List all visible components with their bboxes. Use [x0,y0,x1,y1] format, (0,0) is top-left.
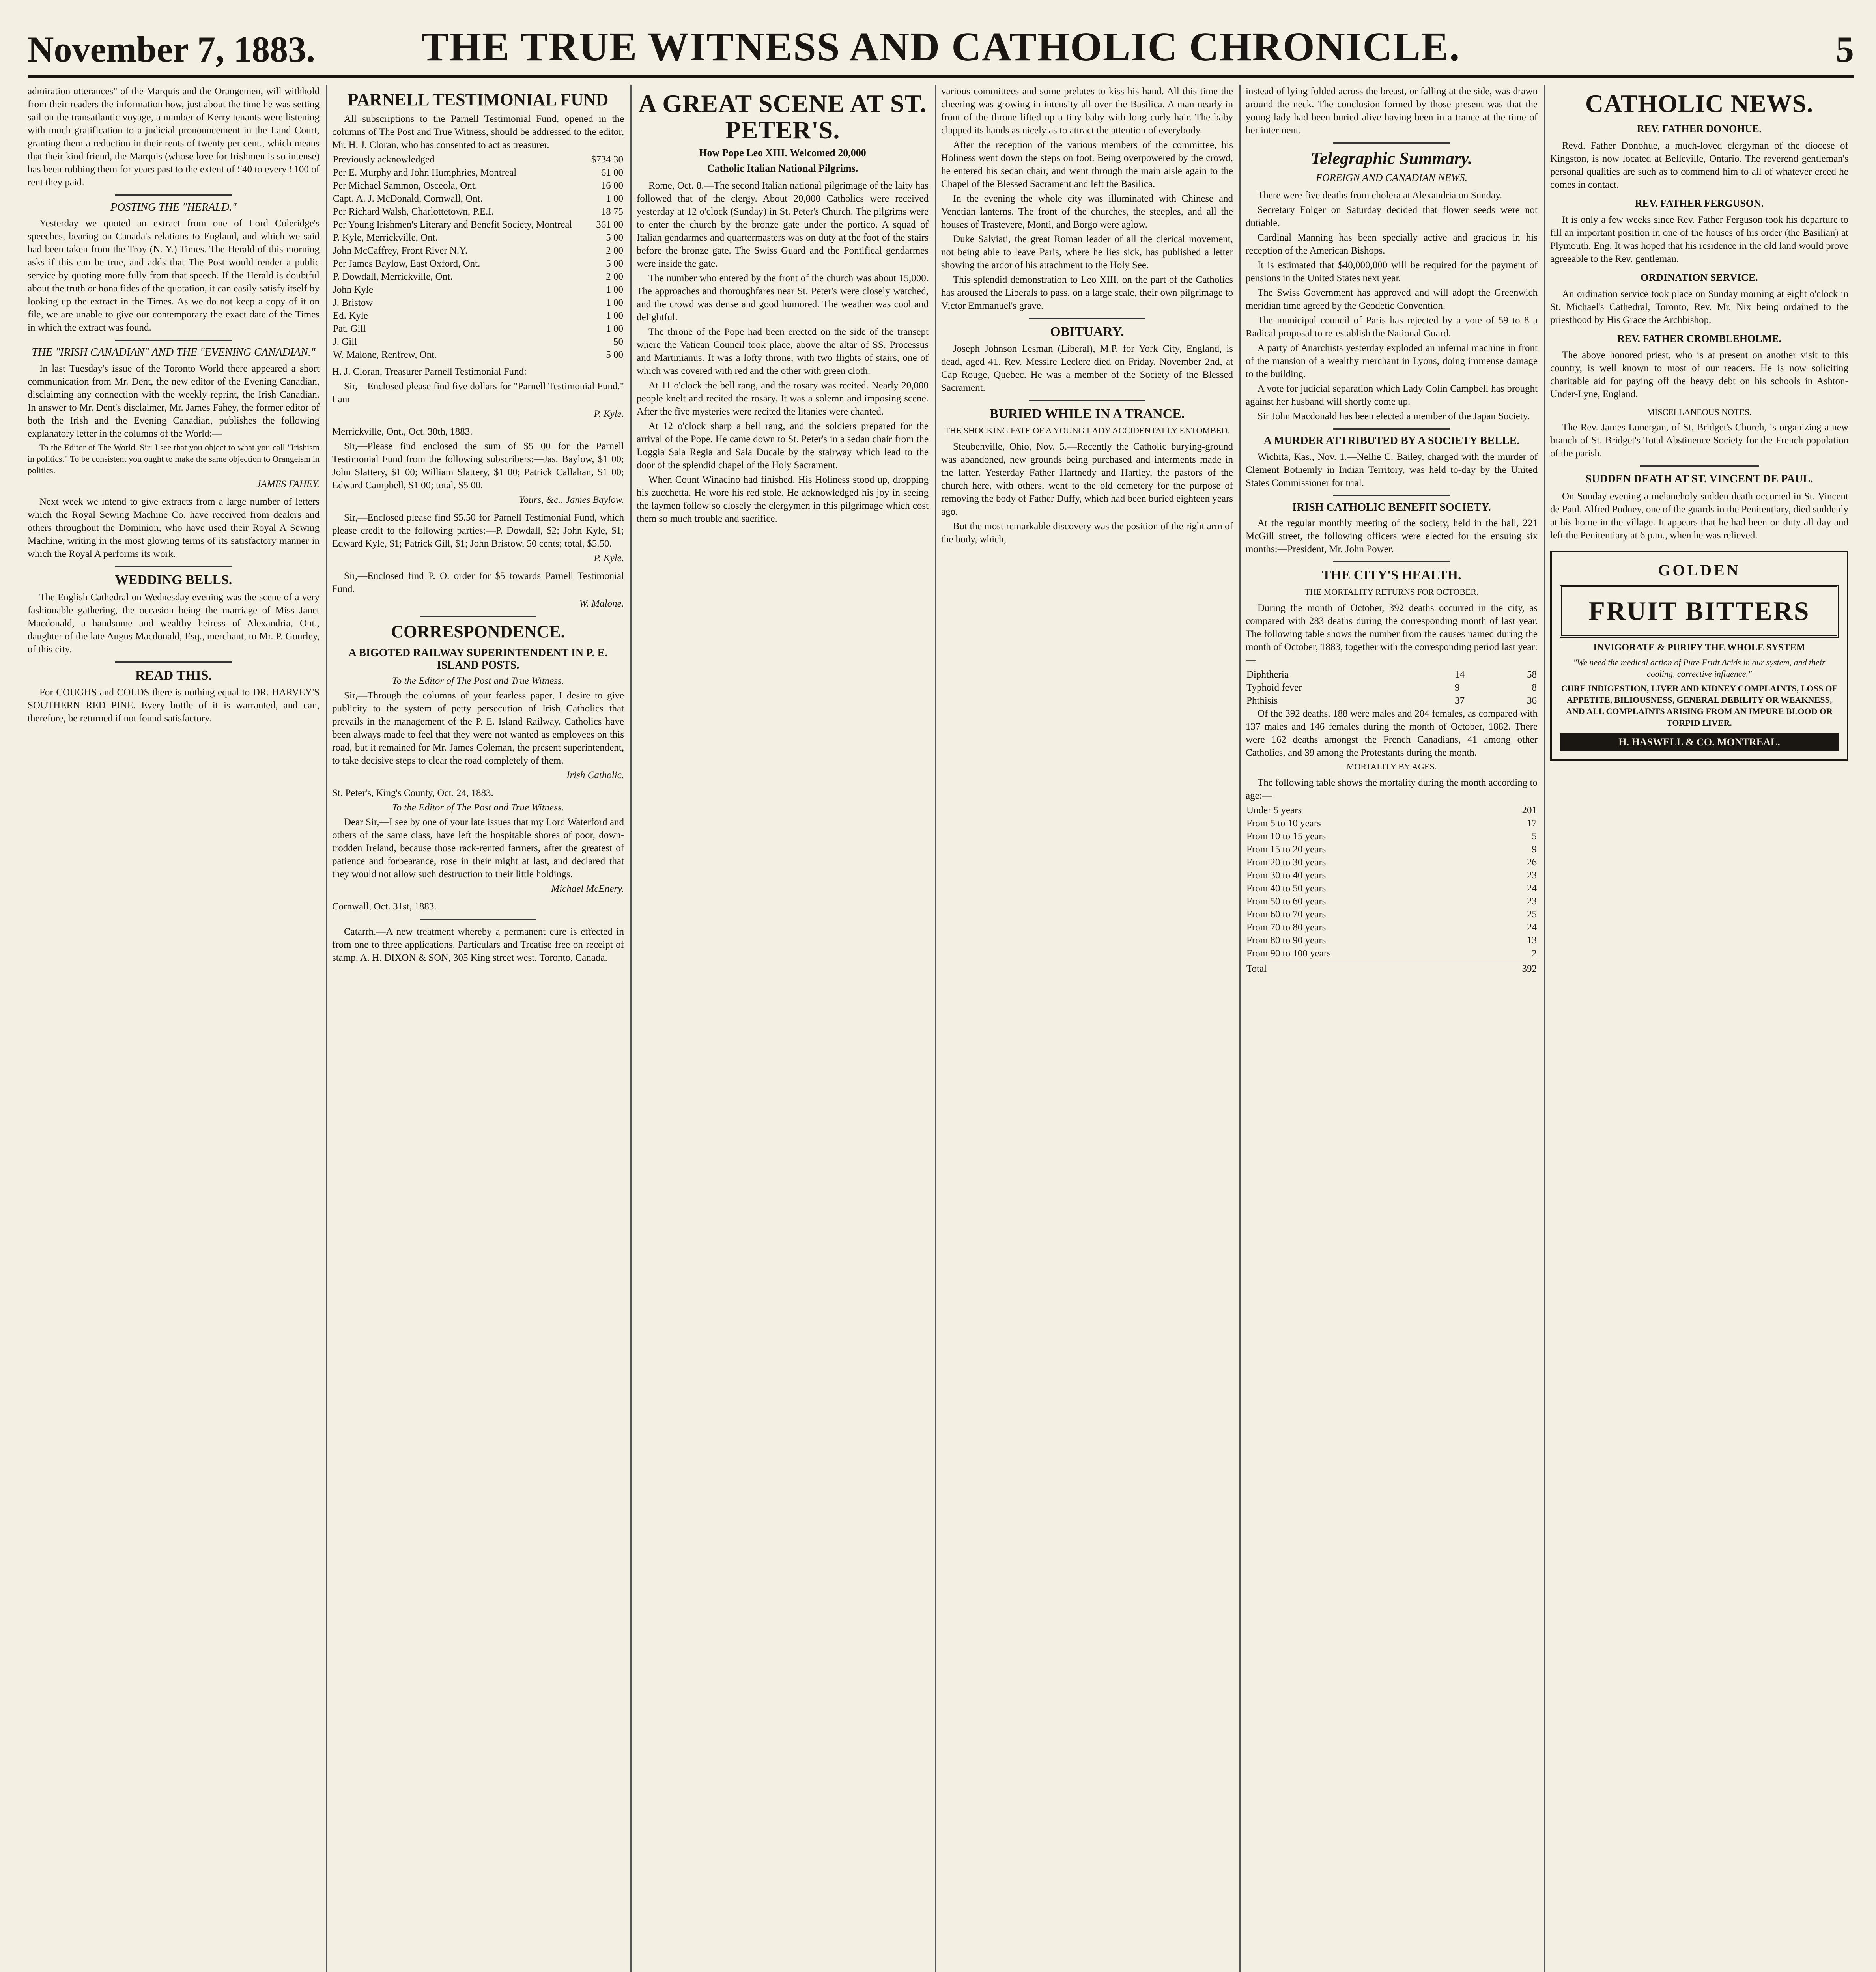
telegraphic-item: It is estimated that $40,000,000 will be required for the payment of pensions in the United States next year. [1246,260,1538,284]
column-rule [935,85,936,1972]
headline-wedding-bells: WEDDING BELLS. [115,573,232,588]
age-row-n: 13 [1527,935,1537,946]
issue-date: November 7, 1883. [28,29,316,69]
divider [1333,561,1450,562]
age-row-n: 23 [1527,870,1537,881]
age-row-range: From 80 to 90 years [1246,935,1326,946]
cause-row-y1883: 36 [1527,695,1537,706]
headline-sudden-death: SUDDEN DEATH AT ST. VINCENT DE PAUL. [1585,473,1813,486]
age-row [1246,934,1538,947]
age-row-n: 2 [1532,948,1537,959]
cause-row-cause: Diphtheria [1246,669,1289,680]
article-st-peters-cont-2: After the reception of the various members of the committee, his Holiness went down the steps on foot. Being overpowered by the crowd, he entered his sedan chair, and went through the main aisle again to the Chapel of the Blessed Sacrament and left the Basilica. [941,140,1233,189]
subscription-row-name: P. Kyle, Merrickville, Ont. [333,232,438,243]
age-row-n: 9 [1532,844,1537,855]
headline-father-ferguson: REV. FATHER FERGUSON. [1635,197,1764,209]
treasurer-line: H. J. Cloran, Treasurer Parnell Testimonial Fund: [332,366,527,377]
subscription-row [332,192,624,205]
divider [1333,495,1450,496]
subscription-row-name: Per Michael Sammon, Osceola, Ont. [333,180,477,191]
telegraphic-items [1246,189,1538,423]
headline-correspondence: CORRESPONDENCE. [391,622,565,642]
telegraphic-item: Cardinal Manning has been specially active and gracious in his reception of the American Bishops. [1246,232,1538,256]
mortality-ages-table [1246,804,1538,960]
article-st-peters-2: The number who entered by the front of the church was about 15,000. The approaches and thoroughfares near St. Peter's were closely watched, and the crowd was dense and good humored. The weather was cool and delightful. [637,273,929,323]
waterford-date: Cornwall, Oct. 31st, 1883. [332,901,437,912]
subscription-row-amt: 1 00 [606,323,623,334]
column-rule [326,85,327,1972]
age-row-n: 201 [1522,805,1537,816]
cause-row-cause: Typhoid fever [1246,682,1302,693]
subscription-row-name: Per E. Murphy and John Humphries, Montreal [333,167,517,178]
age-row-range: From 40 to 50 years [1246,883,1326,894]
newspaper-title: THE TRUE WITNESS AND CATHOLIC CHRONICLE. [421,24,1461,69]
age-row [1246,921,1538,934]
subhead-mortality-returns: THE MORTALITY RETURNS FOR OCTOBER. [1304,586,1479,597]
age-row-n: 25 [1527,909,1537,920]
article-citys-health: During the month of October, 392 deaths occurred in the city, as compared with 283 deaths during the corresponding month of last year. The following table shows the number from the causes named during the month of October, 1883, together with the corresponding period last year:— [1246,602,1538,665]
subscription-row-name: J. Gill [333,336,357,347]
age-row-range: From 60 to 70 years [1246,909,1326,920]
subscription-row-amt: 5 00 [606,232,623,243]
subscription-row-name: Per James Baylow, East Oxford, Ont. [333,258,480,269]
article-obituary: Joseph Johnson Lesman (Liberal), M.P. for York City, England, is dead, aged 41. Rev. Messire Leclerc died on Friday, November 2nd, at Cap Rouge, Quebec. He was a member of the Society of the Blessed Sacrament. [941,344,1233,394]
age-row-range: From 90 to 100 years [1246,948,1331,959]
article-ordination: An ordination service took place on Sunday morning at eight o'clock in St. Michael's Cathedral, Toronto, Rev. Mr. Nix being ordained to the priesthood by His Grace the Archbishop. [1550,289,1848,326]
telegraphic-item: The municipal council of Paris has rejected by a vote of 59 to 8 a Radical proposal to re-establish the National Guard. [1246,315,1538,339]
age-row [1246,830,1538,843]
divider [1029,400,1145,401]
age-row [1246,947,1538,960]
age-row-range: From 10 to 15 years [1246,831,1326,842]
ad-cure-list: CURE INDIGESTION, LIVER AND KIDNEY COMPLAINTS, LOSS OF APPETITE, BILIOUSNESS, GENERAL DEBILITY OR WEAKNESS, AND ALL COMPLAINTS ARISING FROM AN IMPURE BLOOD OR TORPID LIVER. [1561,683,1838,728]
subscription-row-name: Per Richard Walsh, Charlottetown, P.E.I. [333,206,494,217]
subscription-row-amt: 16 00 [601,180,623,191]
headline-citys-health: THE CITY'S HEALTH. [1322,568,1461,583]
subscription-row-amt: 5 00 [606,258,623,269]
parnell-intro: All subscriptions to the Parnell Testimonial Fund, opened in the columns of The Post and True Witness, should be addressed to the editor, Mr. H. J. Cloran, who has consented to act as treasurer. [332,114,624,151]
article-buried-trance: Steubenville, Ohio, Nov. 5.—Recently the Catholic burying-ground was abandoned, new grounds being purchased and interments made in the latter. Yesterday Father Hartnedy and Hartley, the pastors of the church here, with others, went to the old cemetery for the purpose of removing the body of Father Duffy, which had been buried eighteen years ago. [941,441,1233,517]
headline-telegraphic-summary: Telegraphic Summary. [1311,149,1472,168]
age-row-n: 24 [1527,922,1537,933]
letter-malone: Sir,—Enclosed find P. O. order for $5 towards Parnell Testimonial Fund. [332,571,624,595]
headline-obituary: OBITUARY. [1050,325,1124,339]
subscription-row-name: Ed. Kyle [333,310,368,321]
article-st-peters-cont-4: Duke Salviati, the great Roman leader of all the clerical movement, not being able to leave Paris, where he lies sick, has published a letter showing the ardor of his attachment to the Holy See. [941,234,1233,271]
mortality-total [1246,962,1538,975]
cause-row-y1883: 8 [1532,682,1537,693]
headline-posting-herald: POSTING THE "HERALD." [110,201,237,213]
telegraphic-item: The Swiss Government has approved and will adopt the Greenwich meridian time agreed by the Geodetic Convention. [1246,287,1538,311]
telegraphic-item: Sir John Macdonald has been elected a member of the Japan Society. [1258,411,1530,422]
age-row [1246,843,1538,856]
subscription-row-amt: 2 00 [606,271,623,282]
letter-waterford: Dear Sir,—I see by one of your late issues that my Lord Waterford and others of the same class, have left the hospitable shores of poor, down-trodden Ireland, because those rack-rented farmers, after the greatest of patience and forbearance, rose in their might at last, and declared that they would not allow such destruction to their little holdings. [332,817,624,880]
letter-dowdall-signature: P. Kyle. [594,553,624,564]
subscription-row [332,335,624,348]
age-row-n: 23 [1527,896,1537,907]
cause-row [1246,694,1538,707]
subscription-row-amt: $734 30 [591,154,623,165]
column-6 [1550,85,1848,1972]
subscription-row [332,205,624,218]
article-st-peters-cont-3: In the evening the whole city was illuminated with Chinese and Venetian lanterns. The front of the churches, the steeples, and all the houses of Trastevere, Monti, and Borgo were aglow. [941,193,1233,230]
ad-tagline: INVIGORATE & PURIFY THE WHOLE SYSTEM [1593,642,1805,653]
headline-great-scene: A GREAT SCENE AT ST. PETER'S. [638,90,927,144]
waterford-addressee: To the Editor of The Post and True Witness. [392,802,564,813]
subscription-row [332,283,624,296]
subhead-pope-leo-1: How Pope Leo XIII. Welcomed 20,000 [699,147,866,159]
divider [1333,428,1450,430]
subscription-row-amt: 1 00 [606,284,623,295]
subscription-row-amt: 50 [613,336,623,347]
subscription-row [332,218,624,231]
cause-row-y1882: 9 [1455,682,1460,693]
column-3 [637,85,929,1972]
column-2 [332,85,624,1972]
article-misc-notes: The Rev. James Lonergan, of St. Bridget's Church, is organizing a new branch of St. Bridget's Total Abstinence Society for the French population of the parish. [1550,422,1848,459]
subscription-row-amt: 61 00 [601,167,623,178]
age-row-n: 5 [1532,831,1537,842]
age-row [1246,882,1538,895]
ad-golden-fruit-bitters [1550,551,1848,761]
causes-table [1246,668,1538,707]
article-st-peters-5: At 12 o'clock sharp a bell rang, and the soldiers prepared for the arrival of the Pope. He came down to St. Peter's in a sedan chair from the Loggia Sala Regia and Sala Ducale by the stairway which lead to the door of the splendid chapel of the Holy Sacrament. [637,421,929,471]
subscription-row-name: Per Young Irishmen's Literary and Benefit Society, Montreal [333,219,572,230]
divider [420,919,536,920]
article-sudden-death: On Sunday evening a melancholy sudden death occurred in St. Vincent de Paul. Alfred Pudney, one of the guards in the Penitentiary, died suddenly at his home in the village. It appears that he had been on duty all day and left the Penitentiary at 6 p.m., when he was relieved. [1550,491,1848,541]
divider [115,661,232,663]
age-row-range: From 5 to 10 years [1246,818,1321,829]
mortality-ages-intro: The following table shows the mortality during the month according to age:— [1246,777,1538,801]
letter-baylow: Sir,—Please find enclosed the sum of $5 00 for the Parnell Testimonial Fund from the following subscribers:—Jas. Baylow, $1 00; John Slattery, $1 00; William Slattery, $1 00; Patrick Callahan, $1 00; Edward Campbell, $1 00; total, $5 00. [332,441,624,491]
column-1 [28,85,320,1972]
subscription-row [332,270,624,283]
ad-brand: FRUIT BITTERS [1560,585,1839,638]
divider [115,194,232,196]
ad-top-word: GOLDEN [1658,561,1741,579]
headline-father-donohue: REV. FATHER DONOHUE. [1637,123,1762,135]
ad-maker: H. HASWELL & CO. MONTREAL. [1560,733,1839,751]
subscription-row [332,231,624,244]
divider [1640,465,1759,467]
headline-society-belle: A MURDER ATTRIBUTED BY A SOCIETY BELLE. [1263,434,1520,447]
cause-row-y1883: 58 [1527,669,1537,680]
page-number: 5 [1836,29,1854,69]
article-st-peters-cont-1: various committees and some prelates to kiss his hand. All this time the cheering was growing in intensity all over the Basilica. A man nearly in front of the throne lifted up a tiny baby with long curly hair. The baby clapped its hands as nicely as to attract the attention of everybody. [941,86,1233,136]
subscription-row-name: W. Malone, Renfrew, Ont. [333,349,437,360]
article-st-peters-cont-5: This splendid demonstration to Leo XIII. on the part of the Catholics has aroused the Liberals to pass, on a large scale, their own pilgrimage to Victor Emmanuel's grave. [941,275,1233,311]
telegraphic-item: A party of Anarchists yesterday exploded an infernal machine in front of the mansion of a wealthy merchant in Lyons, doing immense damage to the building. [1246,342,1538,379]
headline-misc-notes: MISCELLANEOUS NOTES. [1647,407,1752,417]
article-father-ferguson: It is only a few weeks since Rev. Father Ferguson took his departure to fill an important position in one of the houses of his order (the Basilian) at Plymouth, Eng. It was hoped that his residence in the old land would prove agreeable to the Rev. gentleman. [1550,214,1848,264]
column-5 [1246,85,1538,1972]
headline-ordination: ORDINATION SERVICE. [1641,271,1758,283]
subhead-pope-leo-2: Catholic Italian National Pilgrims. [707,162,858,174]
age-row-range: Under 5 years [1246,805,1302,816]
subscription-row [332,153,624,166]
age-row [1246,895,1538,908]
subscription-row-amt: 361 00 [596,219,623,230]
letter-dowdall: Sir,—Enclosed please find $5.50 for Parnell Testimonial Fund, which please credit to the following parties:—P. Dowdall, $2; John Kyle, $1; Edward Kyle, $1; Patrick Gill, $1; John Bristow, 50 cents; total, $5.50. [332,512,624,549]
age-row-n: 26 [1527,857,1537,868]
divider [1333,142,1450,144]
headline-read-this: READ THIS. [135,668,212,683]
age-row-n: 17 [1527,818,1537,829]
cause-row [1246,668,1538,681]
letter-baylow-signature: Yours, &c., James Baylow. [519,495,624,506]
subscription-row-name: John Kyle [333,284,374,295]
article-father-crombleholme: The above honored priest, who is at present on another visit to this country, is well known to most of our readers. He is now soliciting charitable aid for paying off the heavy debt on his schools in Ashton-Under-Lyne, England. [1550,350,1848,400]
cause-row-y1882: 14 [1455,669,1465,680]
divider [115,566,232,567]
headline-irish-benefit: IRISH CATHOLIC BENEFIT SOCIETY. [1292,501,1491,514]
divider [115,340,232,341]
divider [1029,318,1145,319]
letter-malone-signature: W. Malone. [579,598,624,609]
column-rule [1544,85,1545,1972]
bigoted-signature: Irish Catholic. [566,770,624,781]
age-row-range: From 50 to 60 years [1246,896,1326,907]
subscription-row [332,309,624,322]
subscription-row-name: Capt. A. J. McDonald, Cornwall, Ont. [333,193,483,204]
headline-catholic-news: CATHOLIC NEWS. [1585,90,1814,118]
column-rule [1239,85,1241,1972]
article-buried-trance-2: But the most remarkable discovery was the position of the right arm of the body, which, [941,521,1233,545]
article-st-peters-6: When Count Winacino had finished, His Holiness stood up, dropping his zucchetta. He wore his red stole. He acknowledged his joy in seeing the laymen follow so closely the clergymen in this pilgrimage which cost them so much trouble and sacrifice. [637,474,929,524]
column-4 [941,85,1233,1972]
cause-row-y1882: 37 [1455,695,1465,706]
article-citys-health-2: Of the 392 deaths, 188 were males and 204 females, as compared with 137 males and 146 females during the month of October, 1882. There were 162 deaths amongst the French Canadians, 41 among other Catholics, and 39 among the Protestants during the month. [1246,708,1538,758]
article-posting-herald: Yesterday we quoted an extract from one of Lord Coleridge's speeches, bearing on Canada's relations to England, and which we said had been taken from the Troy (N. Y.) Times. The Herald of this morning asks if this can be true, and adds that The Post would render a public service by quoting more fully from that speech. If the Herald is doubtful about the truth or bona fides of the quotation, it can easily satisfy itself by looking up the extract in the Times. As we do not keep a copy of it on file, we are unable to give our contemporary the exact date of the Times in which the extract was found. [28,218,320,333]
subscription-row-name: Previously acknowledged [333,154,435,165]
subscription-row-name: P. Dowdall, Merrickville, Ont. [333,271,453,282]
total-value: 392 [1522,963,1537,974]
age-row-n: 24 [1527,883,1537,894]
bigoted-date: St. Peter's, King's County, Oct. 24, 1883. [332,788,493,799]
waterford-signature: Michael McEnery. [551,883,624,894]
sewing-machine-note: Next week we intend to give extracts from a large number of letters which the Royal Sewing Machine Co. have received from dealers and others throughout the Dominion, who have used their Royal A Sewing Machine, writing in the most glowing terms of its satisfactory manner in which the Royal A performs its work. [28,497,320,560]
subscription-row-amt: 1 00 [606,310,623,321]
age-row [1246,804,1538,817]
letter-bigoted-railway: Sir,—Through the columns of your fearless paper, I desire to give publicity to the system of petty persecution of Irish Catholics that prevails in the management of the P. E. Island Railway. Catholics have been always made to feel that they were not wanted as employees on this road, but it remained for Mr. James Coleman, the present superintendent, to take decisive steps to clear the road completely of them. [332,690,624,766]
subscription-row [332,348,624,361]
subscription-row [332,257,624,270]
bigoted-addressee: To the Editor of The Post and True Witness. [392,676,564,687]
subscription-row [332,244,624,257]
subhead-foreign-canadian: FOREIGN AND CANADIAN NEWS. [1316,172,1467,184]
subscription-row-amt: 1 00 [606,193,623,204]
headline-bigoted-railway: A BIGOTED RAILWAY SUPERINTENDENT IN P. E. ISLAND POSTS. [348,646,608,671]
age-row [1246,856,1538,869]
telegraphic-item: Secretary Folger on Saturday decided that flower seeds were not dutiable. [1246,204,1538,228]
cause-row [1246,681,1538,694]
age-row [1246,817,1538,830]
subscriptions-table [332,153,624,361]
subscription-row [332,166,624,179]
total-label: Total [1246,963,1267,974]
letter-kyle-signature: P. Kyle. [594,409,624,420]
article-father-donohue: Revd. Father Donohue, a much-loved clergyman of the diocese of Kingston, is now located at Belleville, Ontario. The reverend gentleman's personal qualities are such as to commend him to all of whatever creed he comes in contact. [1550,140,1848,190]
subhead-mortality-ages: MORTALITY BY AGES. [1346,761,1437,771]
age-row-range: From 20 to 30 years [1246,857,1326,868]
age-row-range: From 30 to 40 years [1246,870,1326,881]
age-row-range: From 15 to 20 years [1246,844,1326,855]
age-row [1246,869,1538,882]
subscription-row-amt: 1 00 [606,297,623,308]
age-row [1246,908,1538,921]
article-st-peters-3: The throne of the Pope had been erected on the side of the transept where the Vatican Council took place, above the altar of SS. Processus and Martinianus. It was a lofty throne, with two flights of stairs, one of which was covered with red and the other with green cloth. [637,327,929,376]
fahey-signature: JAMES FAHEY. [256,479,320,490]
subhead-buried-trance: THE SHOCKING FATE OF A YOUNG LADY ACCIDENTALLY ENTOMBED. [944,425,1230,435]
article-irish-benefit: At the regular monthly meeting of the society, held in the hall, 221 McGill street, the following officers were elected for the ensuing six months:—President, Mr. John Power. [1246,518,1538,555]
letter-kyle-place: Merrickville, Ont., Oct. 30th, 1883. [332,426,473,437]
subscription-row [332,322,624,335]
subscription-row-name: J. Bristow [333,297,373,308]
subscription-row-name: Pat. Gill [333,323,366,334]
telegraphic-item: A vote for judicial separation which Lady Colin Campbell has brought against her husband will shortly come up. [1246,383,1538,407]
age-row-range: From 70 to 80 years [1246,922,1326,933]
article-society-belle: Wichita, Kas., Nov. 1.—Nellie C. Bailey, charged with the murder of Clement Bothemly in Indian Territory, was held to-day by the United States Commissioner for trial. [1246,451,1538,488]
telegraphic-item: There were five deaths from cholera at Alexandria on Sunday. [1258,190,1502,201]
column-rule [630,85,632,1972]
cause-row-cause: Phthisis [1246,695,1278,706]
subscription-row [332,179,624,192]
article-st-peters-1: Rome, Oct. 8.—The second Italian national pilgrimage of the laity has followed that of the clergy. About 20,000 Catholics were received yesterday at 12 o'clock (Sunday) in St. Peter's Church. The pilgrims were to enter the church by the bronze gate under the portico. A squad of Italian gendarmes and quartermasters was on duty at the foot of the stairs before the bronze gate. The Swiss Guard and the Pontifical gendarmes were inside the gate. [637,180,929,269]
ad-catarrh: Catarrh.—A new treatment whereby a permanent cure is effected in from one to three applications. Particulars and Treatise free on receipt of stamp. A. H. DIXON & SON, 305 King street west, Toronto, Canada. [332,926,624,964]
letter-kyle: Sir,—Enclosed please find five dollars for "Parnell Testimonial Fund." I am [332,381,624,405]
headline-irish-canadian: THE "IRISH CANADIAN" AND THE "EVENING CANADIAN." [32,346,316,359]
article-irish-canadian: In last Tuesday's issue of the Toronto World there appeared a short communication from Mr. Dent, the new editor of the Evening Canadian, disclaiming any connection with the weekly reprint, the Irish Canadian. In answer to Mr. Dent's disclaimer, Mr. James Fahey, the former editor of both the Irish and the Evening Canadian, publishes the following explanatory letter in the columns of the World:— [28,363,320,439]
article-marquis: admiration utterances" of the Marquis and the Orangemen, will withhold from their readers the information how, just about the time he was setting sail on the transatlantic voyage, a number of Kerry tenants were listening with much gratification to a judicial pronouncement in the Land Court, granting them a reduction in their rents of twenty per cent., which means that their kind friend, the Marquis (whose love for Irishmen is so intense) has been robbing them for years past to the extent of £40 to every £100 of rent they paid. [28,86,320,188]
headline-parnell-fund: PARNELL TESTIMONIAL FUND [348,90,609,109]
article-st-peters-4: At 11 o'clock the bell rang, and the rosary was recited. Nearly 20,000 people knelt and recited the rosary. It was a solemn and imposing scene. After the five mysteries were recited the litanies were chanted. [637,380,929,417]
subscription-row-name: John McCaffrey, Front River N.Y. [333,245,468,256]
subscription-row-amt: 18 75 [601,206,623,217]
article-buried-trance-cont: instead of lying folded across the breast, or falling at the side, was drawn around the neck. The conclusion formed by those present was that the young lady had been buried alive having been in a trance at the time of her interment. [1246,86,1538,136]
article-wedding-bells: The English Cathedral on Wednesday evening was the scene of a very fashionable gathering, the occasion being the marriage of Miss Janet Macdonald, a handsome and wealthy heiress of Alexandria, Ont., daughter of the late Angus Macdonald, Esq., merchant, to Mr. P. Gourley, of this city. [28,592,320,655]
ad-red-pine: For COUGHS and COLDS there is nothing equal to DR. HARVEY'S SOUTHERN RED PINE. Every bottle of it is warranted, and can, therefore, be returned if not found satisfactory. [28,687,320,724]
divider [420,616,536,617]
masthead [28,24,1854,78]
fahey-letter: To the Editor of The World. Sir: I see that you object to what you call "Irishism in politics." To be consistent you ought to make the same objection to Orangeism in politics. [28,443,320,476]
ad-quote: "We need the medical action of Pure Fruit Acids in our system, and their cooling, corrective influence." [1573,657,1826,679]
subscription-row-amt: 5 00 [606,349,623,360]
headline-buried-trance: BURIED WHILE IN A TRANCE. [989,407,1185,422]
headline-father-crombleholme: REV. FATHER CROMBLEHOLME. [1617,333,1782,345]
subscription-row-amt: 2 00 [606,245,623,256]
subscription-row [332,296,624,309]
